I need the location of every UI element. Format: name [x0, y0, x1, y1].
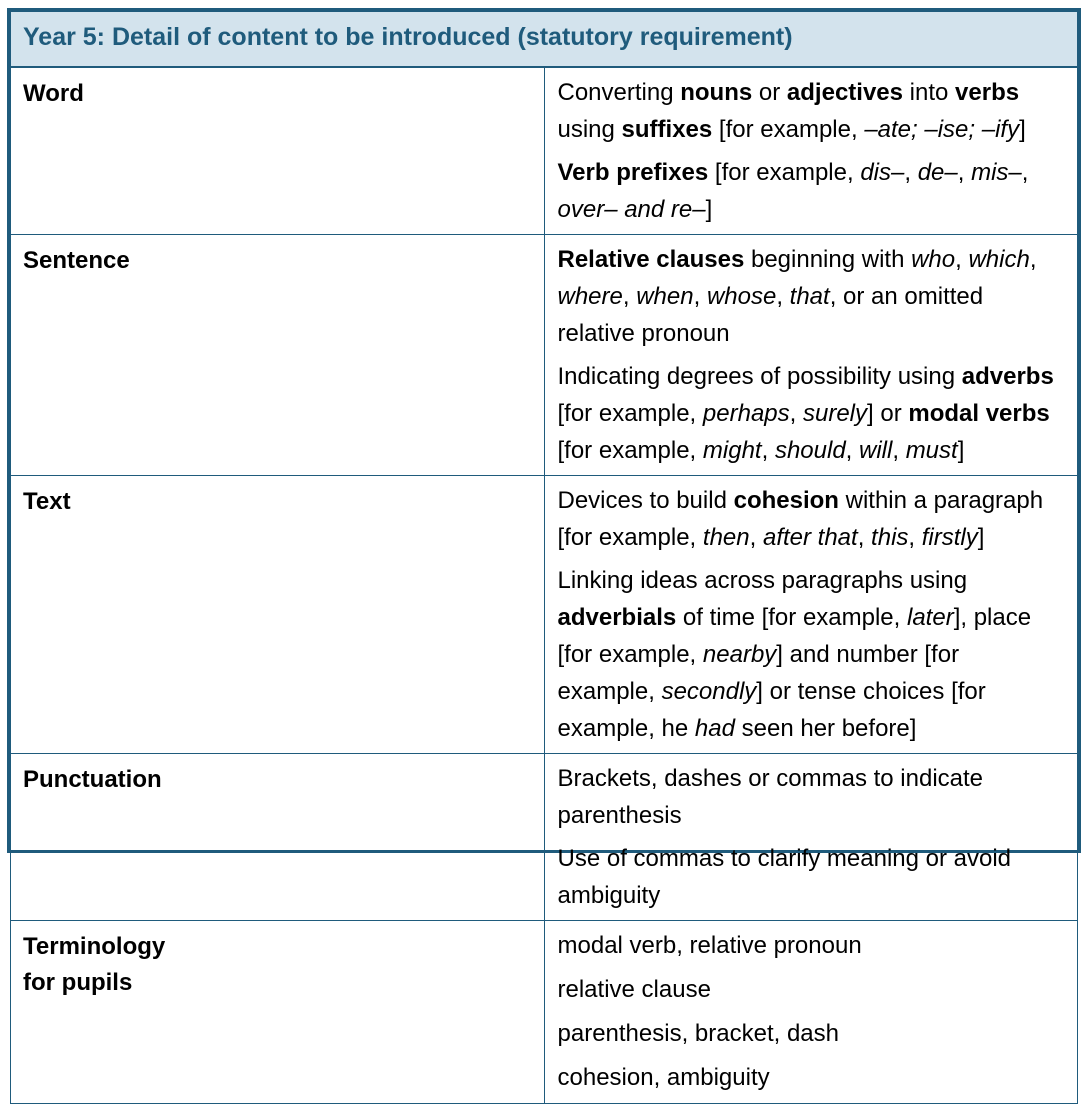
row-content-text [544, 475, 1078, 753]
list-item: relative clause [557, 975, 711, 1003]
italic-example: had [694, 714, 735, 742]
text-run: into [903, 78, 956, 106]
bold-term: modal verbs [908, 399, 1050, 427]
italic-example: should [774, 436, 846, 464]
row-label-text: Terminology [23, 932, 166, 960]
table-row-text [11, 475, 1078, 753]
list-item: modal verb, relative pronoun [557, 931, 862, 959]
content-paragraph [558, 482, 1064, 556]
row-label-text: Punctuation [23, 765, 162, 793]
text-run: beginning with [744, 245, 912, 273]
italic-example: later [907, 603, 954, 631]
text-run: ], place [for example, [557, 603, 1032, 668]
italic-example: –ate; –ise; –ify [864, 115, 1020, 143]
text-run: or [752, 78, 787, 106]
row-content-word [544, 67, 1078, 235]
italic-example: over– and re– [557, 195, 706, 223]
row-content-punctuation [544, 753, 1078, 920]
row-label-text: Word [23, 79, 84, 107]
content-paragraph [558, 358, 1064, 469]
italic-example: that [789, 282, 830, 310]
row-label-text: for pupils [23, 968, 133, 996]
content-paragraph [558, 562, 1064, 747]
text-run: [for example, [557, 399, 703, 427]
content-paragraph: Brackets, dashes or commas to indicate parenthesis [557, 764, 984, 829]
text-run: [for example, [708, 158, 861, 186]
text-run: of time [for example, [676, 603, 907, 631]
text-run: ] or [867, 399, 909, 427]
bold-term: suffixes [621, 115, 713, 143]
row-content-terminology [544, 920, 1078, 1103]
list-item: parenthesis, bracket, dash [557, 1019, 839, 1047]
row-label-text: Text [23, 487, 71, 515]
text-run: , [957, 158, 972, 186]
text-run: ] and number [for example, [557, 640, 960, 705]
text-run: , [908, 523, 922, 551]
text-run: Linking ideas across paragraphs using [557, 566, 968, 594]
text-run: , [904, 158, 918, 186]
bold-term: Verb prefixes [557, 158, 709, 186]
text-run: ] or tense choices [for example, he [557, 677, 986, 742]
italic-example: this [871, 523, 909, 551]
bold-term: adverbials [557, 603, 677, 631]
row-label-word [11, 67, 545, 235]
italic-example: might [702, 436, 762, 464]
text-run: Devices to build [557, 486, 734, 514]
text-run: ] [705, 195, 713, 223]
italic-example: mis– [971, 158, 1022, 186]
italic-example: will [859, 436, 893, 464]
text-run: , or an omitted relative pronoun [557, 282, 984, 347]
text-run: Converting [557, 78, 681, 106]
italic-example: secondly [661, 677, 757, 705]
italic-example: who [911, 245, 956, 273]
bold-term: nouns [680, 78, 753, 106]
text-run: within a paragraph [for example, [557, 486, 1044, 551]
text-run: , [955, 245, 969, 273]
italic-example: dis– [860, 158, 905, 186]
italic-example: surely [802, 399, 868, 427]
row-label-punctuation [11, 753, 545, 920]
italic-example: after that [762, 523, 858, 551]
table-row-terminology [11, 920, 1078, 1103]
content-table-frame [7, 8, 1081, 1091]
italic-example: whose [706, 282, 777, 310]
italic-example: when [636, 282, 694, 310]
content-table [10, 11, 1078, 1104]
italic-example: then [702, 523, 750, 551]
content-paragraph [558, 241, 1064, 352]
row-label-text: Sentence [23, 246, 130, 274]
text-run: ] [1019, 115, 1026, 143]
text-run: , [1029, 245, 1037, 273]
table-row-word [11, 67, 1078, 235]
row-label-terminology [11, 920, 545, 1103]
italic-example: where [557, 282, 623, 310]
content-paragraph: Use of commas to clarify meaning or avoid ambiguity [557, 844, 1012, 909]
text-run: , [761, 436, 775, 464]
row-label-sentence [11, 234, 545, 475]
italic-example: perhaps [702, 399, 790, 427]
text-run: [for example, [712, 115, 865, 143]
text-run: , [693, 282, 707, 310]
text-run: , [776, 282, 790, 310]
text-run: ] [977, 523, 985, 551]
italic-example: nearby [702, 640, 777, 668]
content-paragraph [558, 154, 1064, 228]
text-run: seen her before] [734, 714, 917, 742]
table-row-sentence [11, 234, 1078, 475]
text-run: , [1021, 158, 1029, 186]
content-paragraph [558, 74, 1064, 148]
text-run: , [789, 399, 803, 427]
italic-example: de– [917, 158, 958, 186]
text-run: , [857, 523, 872, 551]
table-title: Year 5: Detail of content to be introduced (statutory requirement) [23, 23, 793, 51]
table-header [11, 12, 1078, 67]
text-run: using [557, 115, 622, 143]
text-run: , [749, 523, 763, 551]
bold-term: cohesion [733, 486, 839, 514]
text-run: [for example, [557, 436, 703, 464]
italic-example: must [905, 436, 958, 464]
bold-term: verbs [955, 78, 1020, 106]
row-label-text [11, 475, 545, 753]
bold-term: Relative clauses [557, 245, 745, 273]
table-row-punctuation [11, 753, 1078, 920]
list-item: cohesion, ambiguity [557, 1063, 770, 1091]
bold-term: adjectives [786, 78, 903, 106]
row-content-sentence [544, 234, 1078, 475]
italic-example: which [968, 245, 1030, 273]
text-run: , [892, 436, 906, 464]
bold-term: adverbs [961, 362, 1054, 390]
text-run: , [622, 282, 637, 310]
text-run: ] [957, 436, 965, 464]
table-header-row [11, 12, 1078, 67]
italic-example: firstly [921, 523, 978, 551]
text-run: , [845, 436, 860, 464]
text-run: Indicating degrees of possibility using [557, 362, 962, 390]
